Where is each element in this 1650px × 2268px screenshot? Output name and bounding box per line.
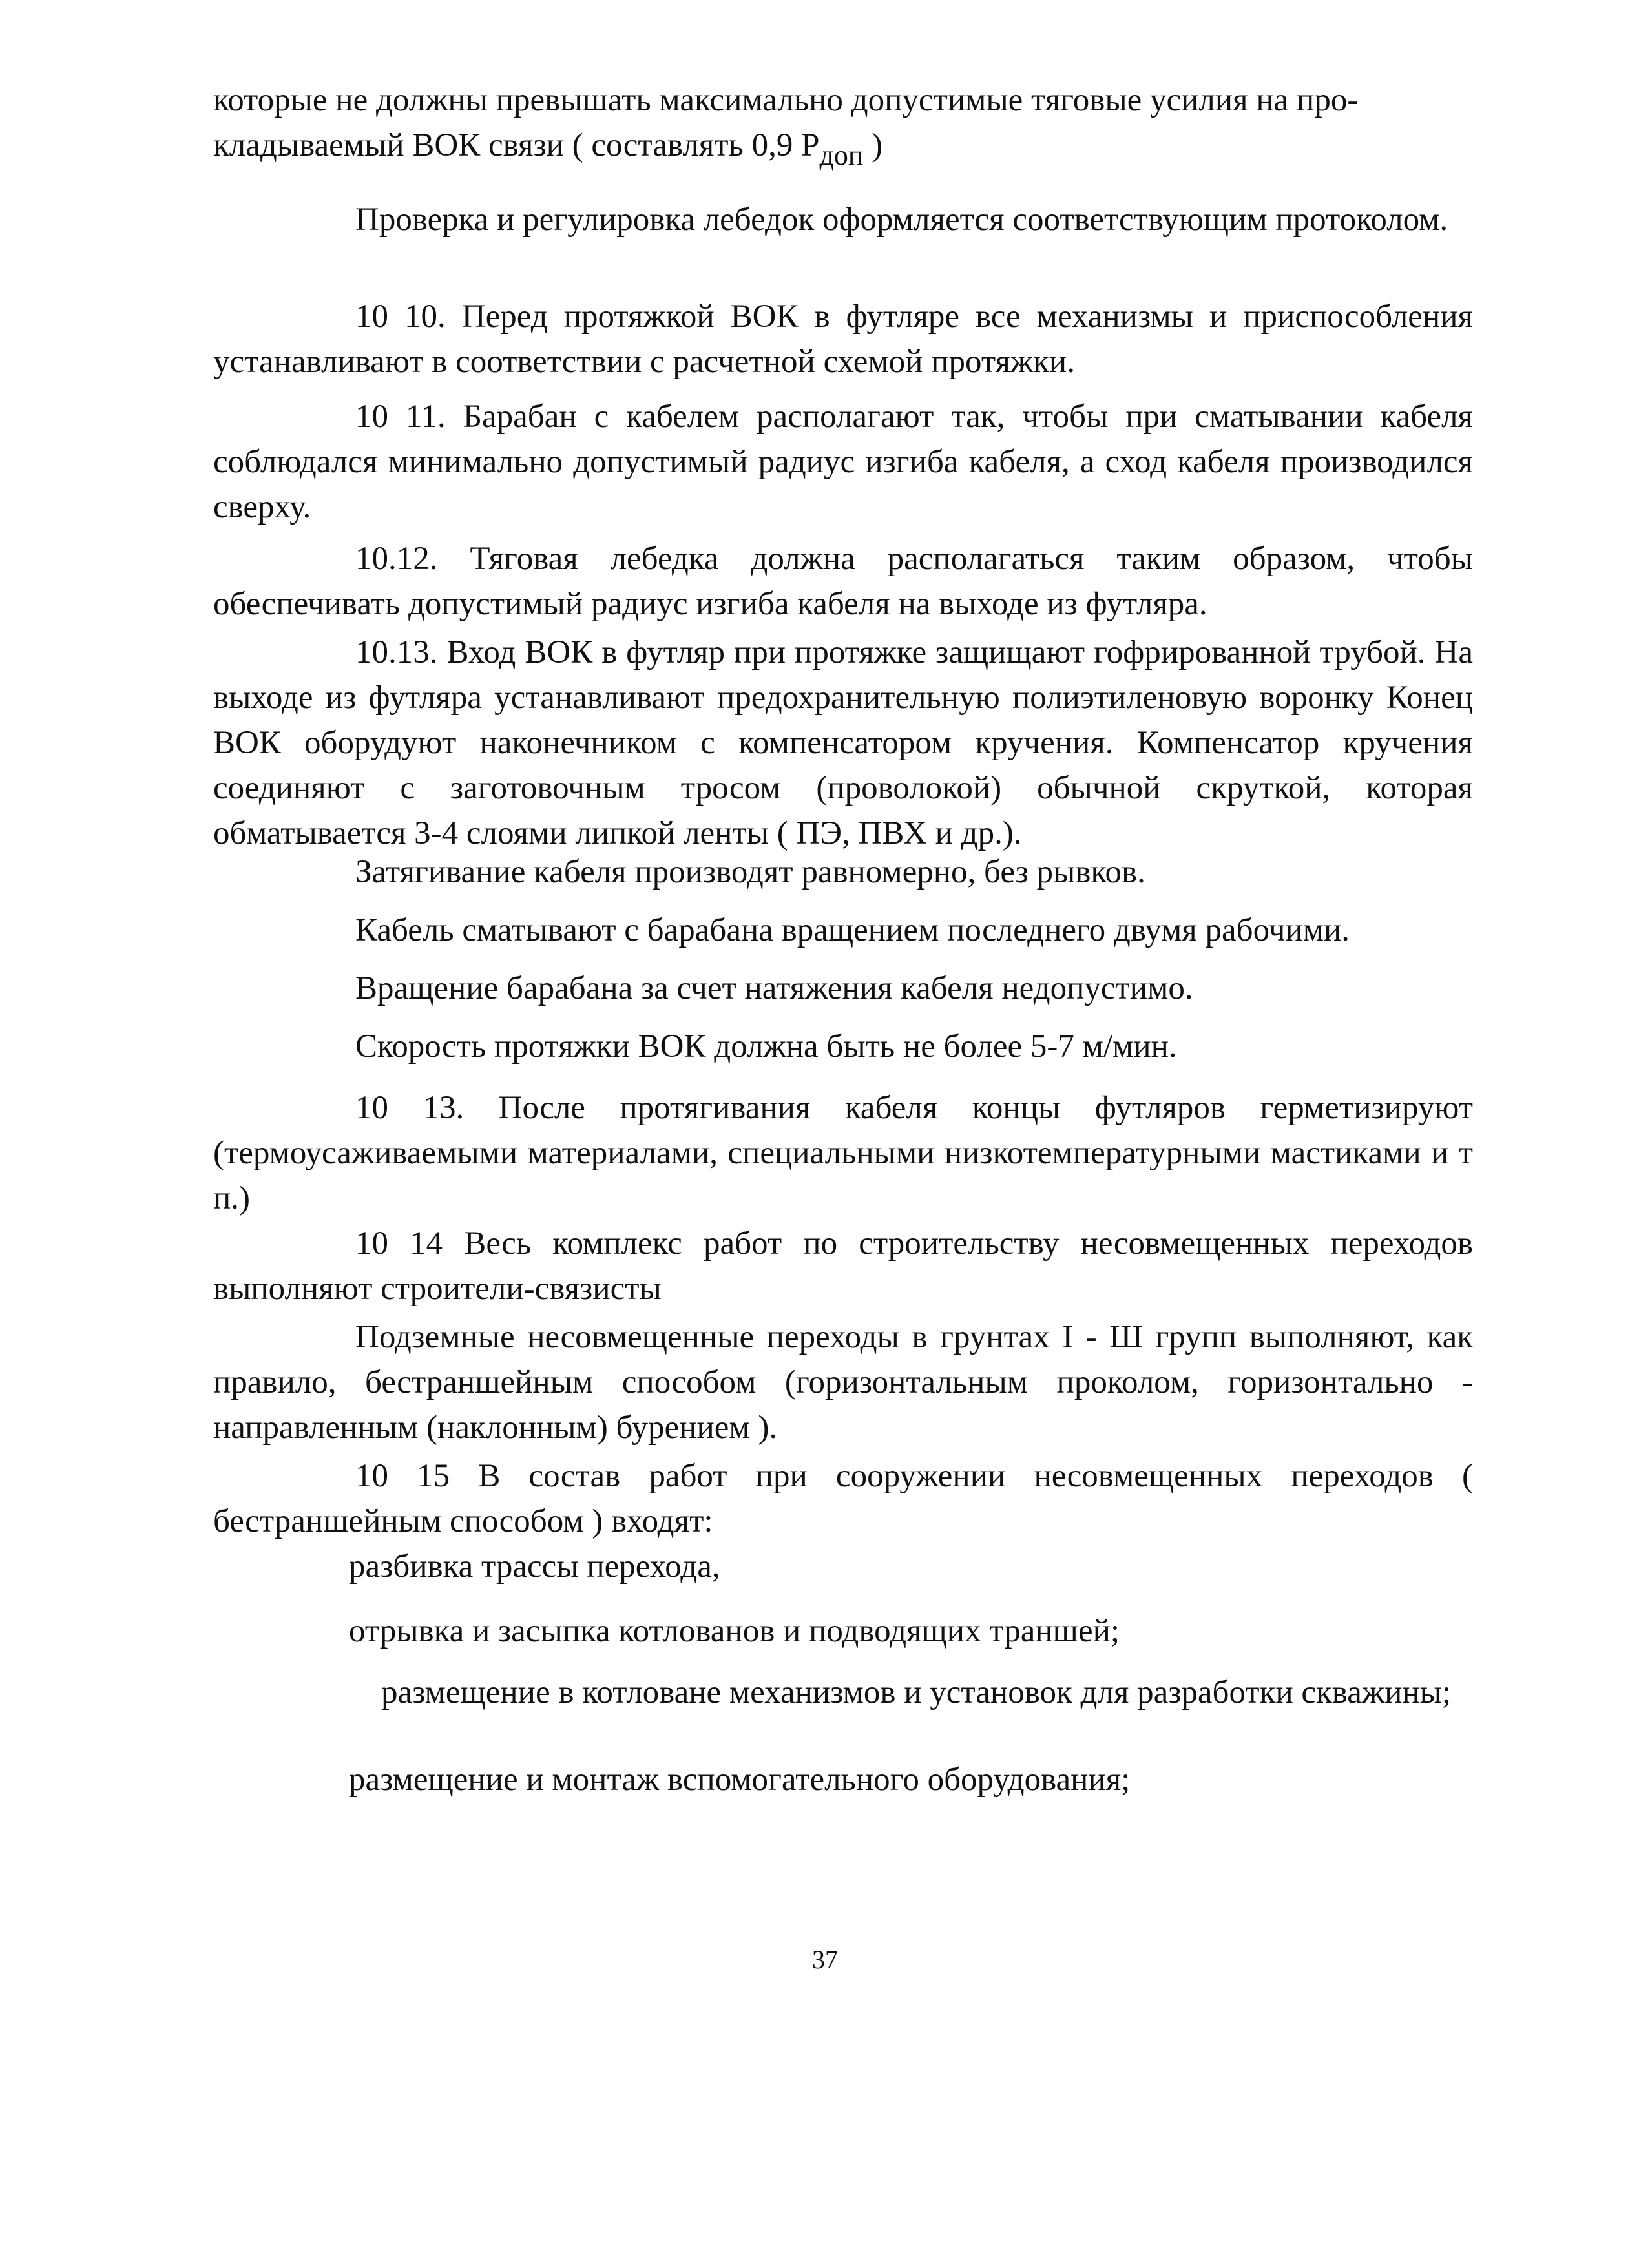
paragraph-winch-check: Проверка и регулировка лебедок оформляется соответствующим протоколом. bbox=[355, 202, 1448, 238]
paragraph-10-10: 10 10. Перед протяжкой ВОК в футляре все механизмы и приспособления устанавливают в соответствии с расчетной схемой протяжки. bbox=[213, 298, 1473, 380]
list-item: размещение и монтаж вспомогательного оборудования; bbox=[349, 1762, 1131, 1798]
paragraph-underground-crossings: Подземные несовмещенные переходы в грунтах I - Ш групп выполняют, как правило, бестраншейным способом (горизонтальным проколом, горизонтально - направленным (наклонным) бурением ). bbox=[213, 1319, 1473, 1446]
paragraph-continuation-line-2: кладываемый ВОК связи ( составлять 0,9 Р bbox=[213, 127, 820, 163]
paragraph-10-15: 10 15 В состав работ при сооружении несовмещенных переходов ( бестраншейным способом ) входят: bbox=[213, 1458, 1473, 1539]
subscript-dop: доп bbox=[819, 140, 864, 171]
paragraph-10-13-sealing: 10 13. После протягивания кабеля концы футляров герметизируют (термоусаживаемыми материалами, специальными низкотемпературными мастиками и т п.) bbox=[213, 1090, 1473, 1216]
list-item: разбивка трассы перехода, bbox=[349, 1548, 720, 1585]
paragraph-speed: Скорость протяжки ВОК должна быть не более 5-7 м/мин. bbox=[355, 1028, 1177, 1065]
list-item: размещение в котловане механизмов и установок для разработки скважины; bbox=[381, 1674, 1452, 1711]
paragraph-10-11: 10 11. Барабан с кабелем располагают так, чтобы при сматывании кабеля соблюдался минимально допустимый радиус изгиба кабеля, а сход кабеля производился сверху. bbox=[213, 399, 1473, 525]
paragraph-10-14: 10 14 Весь комплекс работ по строительству несовмещенных переходов выполняют строители-связисты bbox=[213, 1225, 1473, 1307]
list-item: отрывка и засыпка котлованов и подводящих траншей; bbox=[349, 1613, 1120, 1649]
paragraph-10-13: 10.13. Вход ВОК в футляр при протяжке защищают гофрированной трубой. На выходе из футляра устанавливают предохранительную полиэтиленовую воронку Конец ВОК оборудуют наконечником с компенсатором кручения. Компенсатор кручения соединяют с заготовочным тросом (проволокой) обычной скруткой, которая обматывается 3-4 слоями липкой ленты ( ПЭ, ПВХ и др.). bbox=[213, 634, 1473, 851]
paragraph-continuation-line-1: которые не должны превышать максимально допустимые тяговые усилия на про- bbox=[213, 82, 1359, 118]
paragraph-10-12: 10.12. Тяговая лебедка должна располагаться таким образом, чтобы обеспечивать допустимый радиус изгиба кабеля на выходе из футляра. bbox=[213, 541, 1473, 622]
paragraph-tightening: Затягивание кабеля производят равномерно, без рывков. bbox=[355, 854, 1145, 890]
paragraph-continuation-close: ) bbox=[863, 127, 883, 163]
paragraph-rotation: Вращение барабана за счет натяжения кабеля недопустимо. bbox=[355, 970, 1193, 1006]
page-number: 37 bbox=[812, 1945, 838, 1974]
paragraph-continuation bbox=[213, 78, 1473, 178]
paragraph-unwinding: Кабель сматывают с барабана вращением последнего двумя рабочими. bbox=[355, 912, 1350, 948]
